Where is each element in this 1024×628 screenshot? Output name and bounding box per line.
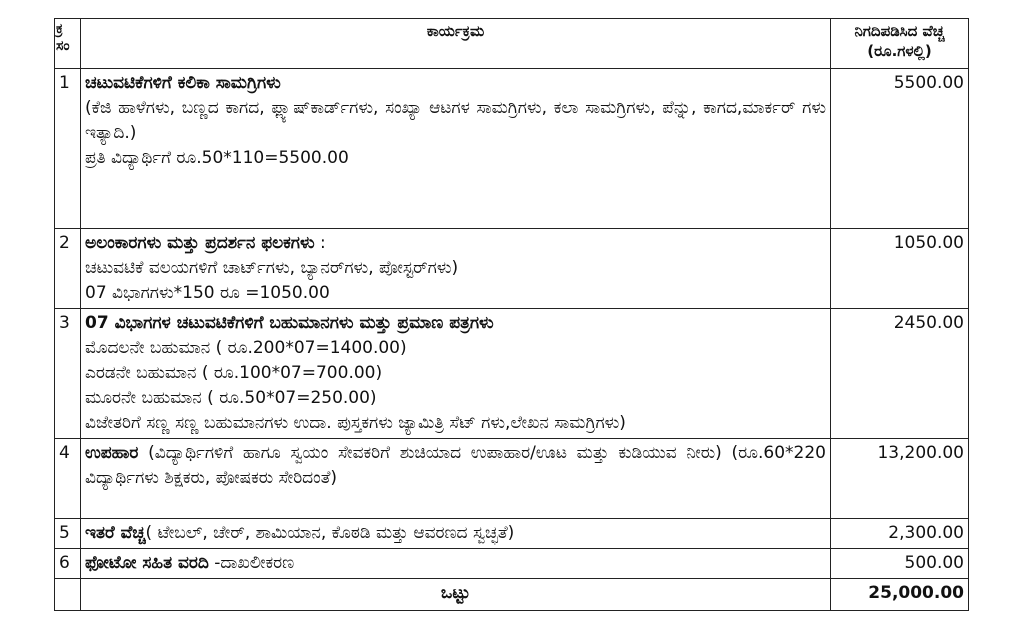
row-title: 07 ವಿಭಾಗಗಳ ಚಟುವಟಿಕೆಗಳಿಗೆ ಬಹುಮಾನಗಳು ಮತ್ತು ಪ್ರಮಾಣ ಪತ್ರಗಳು — [85, 313, 494, 333]
row-line: ಮೊದಲನೇ ಬಹುಮಾನ ( ರೂ.200*07=1400.00) — [85, 338, 407, 358]
header-serial: ಕ್ರ ಸಂ — [55, 19, 81, 69]
row-amount: 5500.00 — [831, 69, 969, 229]
row-line: ಎರಡನೇ ಬಹುಮಾನ ( ರೂ.100*07=700.00) — [85, 363, 383, 383]
table-row — [55, 519, 969, 549]
row-number: 2 — [55, 229, 81, 309]
row-details: -ದಾಖಲೀಕರಣ — [214, 553, 295, 573]
table-row — [55, 549, 969, 579]
row-description — [81, 549, 831, 579]
row-description — [81, 309, 831, 439]
row-amount: 500.00 — [831, 549, 969, 579]
row-number: 6 — [55, 549, 81, 579]
row-title: ಫೋಟೋ ಸಹಿತ ವರದಿ — [85, 553, 209, 573]
row-line: ಮೂರನೇ ಬಹುಮಾನ ( ರೂ.50*07=250.00) — [85, 388, 377, 408]
row-line: ಚಟುವಟಿಕೆ ವಲಯಗಳಿಗೆ ಚಾರ್ಟ್‌ಗಳು, ಬ್ಯಾನರ್‌ಗಳು, ಪೋಸ್ಟರ್‌ಗಳು) — [85, 258, 459, 278]
row-number: 1 — [55, 69, 81, 229]
row-amount: 13,200.00 — [831, 439, 969, 519]
header-row — [55, 19, 969, 69]
row-line: ವಿಜೇತರಿಗೆ ಸಣ್ಣ ಸಣ್ಣ ಬಹುಮಾನಗಳು ಉದಾ. ಪುಸ್ತಕಗಳು ಜ್ಯಾಮಿತ್ರಿ ಸೆಟ್ ಗಳು,ಲೇಖನ ಸಾಮಗ್ರಿಗಳು) — [85, 413, 626, 433]
header-amount — [831, 19, 969, 69]
total-amount: 25,000.00 — [831, 579, 969, 611]
table-row — [55, 309, 969, 439]
row-details: (ಕೆಜಿ ಹಾಳೆಗಳು, ಬಣ್ಣದ ಕಾಗದ, ಫ್ಲ್ಯಾಷ್‌ಕಾರ್ಡ್‌ಗಳು, ಸಂಖ್ಯಾ ಆಟಗಳ ಸಾಮಗ್ರಿಗಳು, ಕಲಾ ಸಾಮಗ್ರಿಗಳು, ಪೆನ್ನು, ಕಾಗದ,ಮಾರ್ಕರ್ ಗಳು ಇತ್ಯಾದಿ.) — [85, 98, 826, 143]
header-program: ಕಾರ್ಯಕ್ರಮ — [81, 19, 831, 69]
row-details: (ವಿದ್ಯಾರ್ಥಿಗಳಿಗೆ ಹಾಗೂ ಸ್ವಯಂ ಸೇವಕರಿಗೆ ಶುಚಿಯಾದ ಉಪಾಹಾರ/ಊಟ ಮತ್ತು ಕುಡಿಯುವ ನೀರು) (ರೂ.60*220 ವಿದ್ಯಾರ್ಥಿಗಳು ಶಿಕ್ಷಕರು, ಪೋಷಕರು ಸೇರಿದಂತೆ) — [85, 443, 826, 488]
table-row — [55, 229, 969, 309]
row-line: 07 ವಿಭಾಗಗಳು*150 ರೂ =1050.00 — [85, 283, 330, 303]
header-amount-line1: ನಿಗದಿಪಡಿಸಿದ ವೆಚ್ಚ — [854, 22, 945, 40]
row-number: 4 — [55, 439, 81, 519]
row-title: ಇತರೆ ವೆಚ್ಚ — [85, 523, 146, 543]
row-amount: 1050.00 — [831, 229, 969, 309]
row-number: 5 — [55, 519, 81, 549]
table-row — [55, 439, 969, 519]
row-title-suffix: : — [320, 233, 326, 253]
row-calculation: ಪ್ರತಿ ವಿದ್ಯಾರ್ಥಿಗೆ ರೂ.50*110=5500.00 — [85, 148, 349, 168]
row-number: 3 — [55, 309, 81, 439]
row-description — [81, 69, 831, 229]
total-label: ಒಟ್ಟು — [81, 579, 831, 611]
header-amount-line2: (ರೂ.ಗಳಲ್ಲಿ) — [867, 42, 932, 60]
total-spacer — [55, 579, 81, 611]
row-title: ಉಪಹಾರ — [85, 443, 139, 463]
row-title: ಅಲಂಕಾರಗಳು ಮತ್ತು ಪ್ರದರ್ಶನ ಫಲಕಗಳು — [85, 233, 315, 253]
row-description — [81, 229, 831, 309]
row-details: ( ಟೇಬಲ್, ಚೇರ್, ಶಾಮಿಯಾನ, ಕೊಠಡಿ ಮತ್ತು ಆವರಣದ ಸ್ವಚ್ಛತೆ) — [145, 523, 515, 543]
total-row — [55, 579, 969, 611]
table-row — [55, 69, 969, 229]
row-amount: 2,300.00 — [831, 519, 969, 549]
row-amount: 2450.00 — [831, 309, 969, 439]
row-title: ಚಟುವಟಿಕೆಗಳಿಗೆ ಕಲಿಕಾ ಸಾಮಗ್ರಿಗಳು — [85, 73, 281, 93]
row-description — [81, 439, 831, 519]
budget-table — [54, 18, 969, 611]
row-description — [81, 519, 831, 549]
